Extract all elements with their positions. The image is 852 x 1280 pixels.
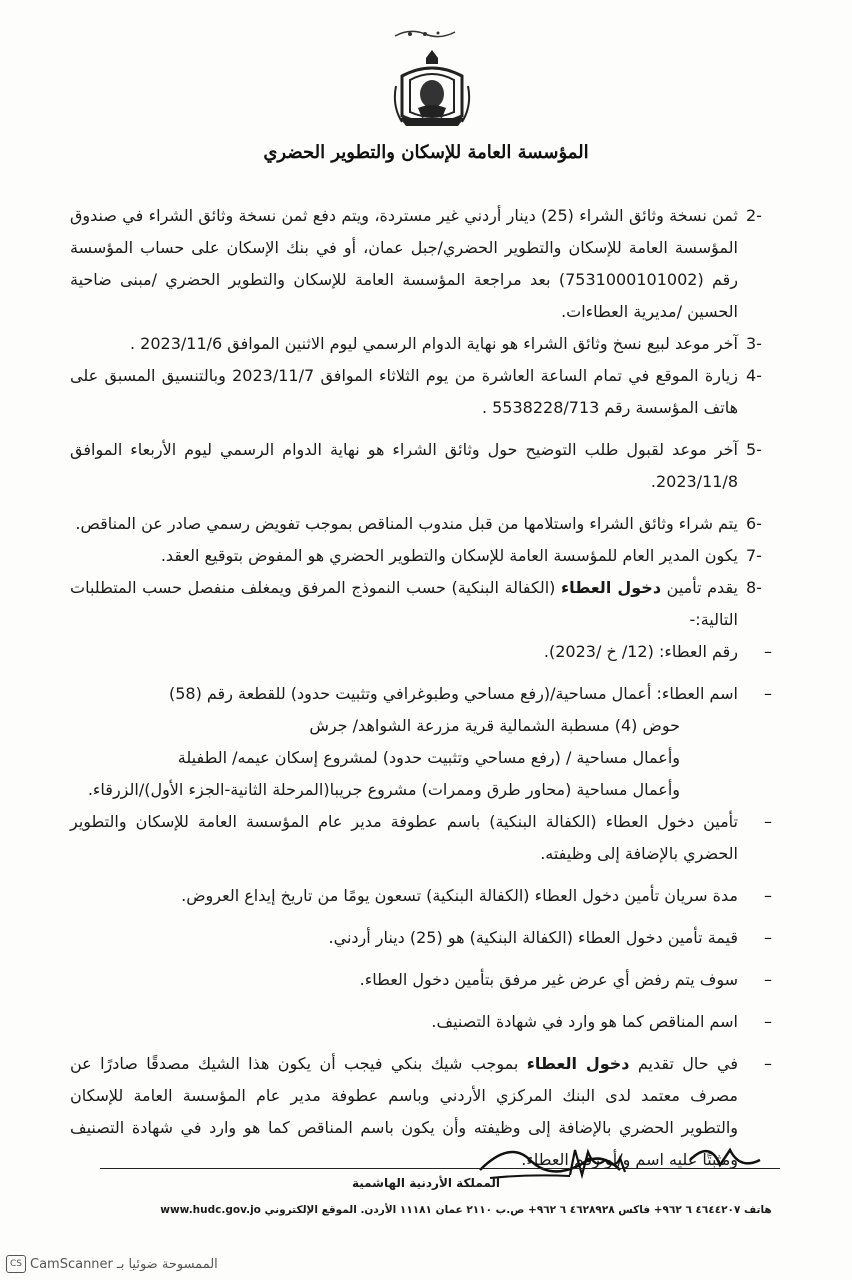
scanner-label: CamScanner	[30, 1256, 113, 1272]
organization-name: المؤسسة العامة للإسكان والتطوير الحضري	[263, 142, 589, 163]
list-item	[70, 508, 772, 540]
tender-name-line: وأعمال مساحية / (رفع مساحي وتثبيت حدود) لمشروع إسكان عيمه/ الطفيلة	[177, 748, 680, 767]
item-number: 5-	[746, 440, 762, 459]
dash-item: – قيمة تأمين دخول العطاء (الكفالة البنكية) هو (25) دينار أردني.	[70, 922, 772, 954]
footer-divider	[100, 1168, 780, 1169]
footer-kingdom: المملكة الأردنية الهاشمية	[351, 1176, 501, 1190]
item-number: 2-	[746, 206, 762, 225]
item-text: آخر موعد لقبول طلب التوضيح حول وثائق الشراء هو نهاية الدوام الرسمي ليوم الأربعاء الموافق 2023/11/8.	[70, 440, 738, 491]
document-body	[70, 200, 772, 1176]
item-number: 4-	[746, 366, 762, 385]
tender-name-line: حوض (4) مسطبة الشمالية قرية مزرعة الشواهد/ جرش	[309, 716, 680, 735]
dash-item: – اسم المناقص كما هو وارد في شهادة التصنيف.	[70, 1006, 772, 1038]
item-text: يتم شراء وثائق الشراء واستلامها من قبل مندوب المناقص بموجب تفويض رسمي صادر عن المناقص.	[75, 514, 738, 533]
item-number: 8-	[746, 578, 762, 597]
item-bold-text: دخول العطاء	[561, 578, 662, 597]
tender-name: – اسم العطاء: أعمال مساحية/(رفع مساحي وطبوغرافي وتثبيت حدود) للقطعة رقم (58)	[70, 678, 772, 710]
list-item	[70, 540, 772, 572]
item-text: يكون المدير العام للمؤسسة العامة للإسكان والتطوير الحضري هو المفوض بتوقيع العقد.	[160, 546, 738, 565]
camscanner-logo-icon: CS	[6, 1255, 26, 1273]
dash-item: – تأمين دخول العطاء (الكفالة البنكية) باسم عطوفة مدير عام المؤسسة العامة للإسكان والتطوير الحضري بالإضافة إلى وظيفته.	[70, 806, 772, 870]
dash-item: – في حال تقديم دخول العطاء بموجب شيك بنكي فيجب أن يكون هذا الشيك مصدقًا صادرًا عن مصرف معتمد لدى البنك المركزي الأردني وباسم عطوفة مدير عام المؤسسة العامة للإسكان والتطوير الحضري بالإضافة إلى وظيفته وأن يكون باسم المناقص كما هو وارد في شهادة التصنيف ومثبتًا عليه اسم و/أو رقم العطاء.	[70, 1048, 772, 1176]
item-number: 6-	[746, 514, 762, 533]
tender-number: – رقم العطاء: (12/ خ /2023).	[70, 636, 772, 668]
footer-contact: هاتف ٤٦٤٤٢٠٧ ٦ ٩٦٢+ فاكس ٤٦٢٨٩٢٨ ٦ ٩٦٢+ ص.ب ٢١١٠ عمان ١١١٨١ الأردن. الموقع الإلكتروني www.hudc.gov.jo	[160, 1204, 772, 1216]
list-item	[70, 572, 772, 636]
scanner-arabic: الممسوحة ضوئيا بـ	[116, 1256, 218, 1272]
list-item	[70, 434, 772, 498]
tender-name-line: وأعمال مساحية (محاور طرق وممرات) مشروع جريبا(المرحلة الثانية-الجزء الأول)/الزرقاء.	[87, 780, 680, 799]
item-text: ثمن نسخة وثائق الشراء (25) دينار أردني غير مستردة، ويتم دفع ثمن نسخة وثائق الشراء في صندوق المؤسسة العامة للإسكان والتطوير الحضري/جبل عمان، أو في بنك الإسكان على حساب المؤسسة رقم (7531000101002) بعد مراجعة المؤسسة العامة للإسكان والتطوير الحضري /مبنى ضاحية الحسين /مديرية العطاءات.	[70, 206, 739, 321]
list-item	[70, 200, 772, 328]
list-item	[70, 360, 772, 424]
item-text: آخر موعد لبيع نسخ وثائق الشراء هو نهاية الدوام الرسمي ليوم الاثنين الموافق 2023/11/6 .	[129, 334, 738, 353]
item-text: زيارة الموقع في تمام الساعة العاشرة من يوم الثلاثاء الموافق 2023/11/7 وبالتنسيق المسبق على هاتف المؤسسة رقم 5538228/713 .	[70, 366, 739, 417]
coat-of-arms-icon	[392, 46, 472, 136]
item-number: 3-	[746, 334, 762, 353]
header-mark-icon	[390, 24, 460, 42]
scanner-watermark	[6, 1255, 218, 1273]
list-item	[70, 328, 772, 360]
item-text: يقدم تأمين	[661, 578, 738, 597]
item-text: (الكفالة البنكية) حسب النموذج المرفق ويمغلف منفصل حسب المتطلبات التالية:-	[70, 578, 738, 629]
dash-item: – سوف يتم رفض أي عرض غير مرفق بتأمين دخول العطاء.	[70, 964, 772, 996]
item-number: 7-	[746, 546, 762, 565]
dash-item: – مدة سريان تأمين دخول العطاء (الكفالة البنكية) تسعون يومًا من تاريخ إيداع العروض.	[70, 880, 772, 912]
